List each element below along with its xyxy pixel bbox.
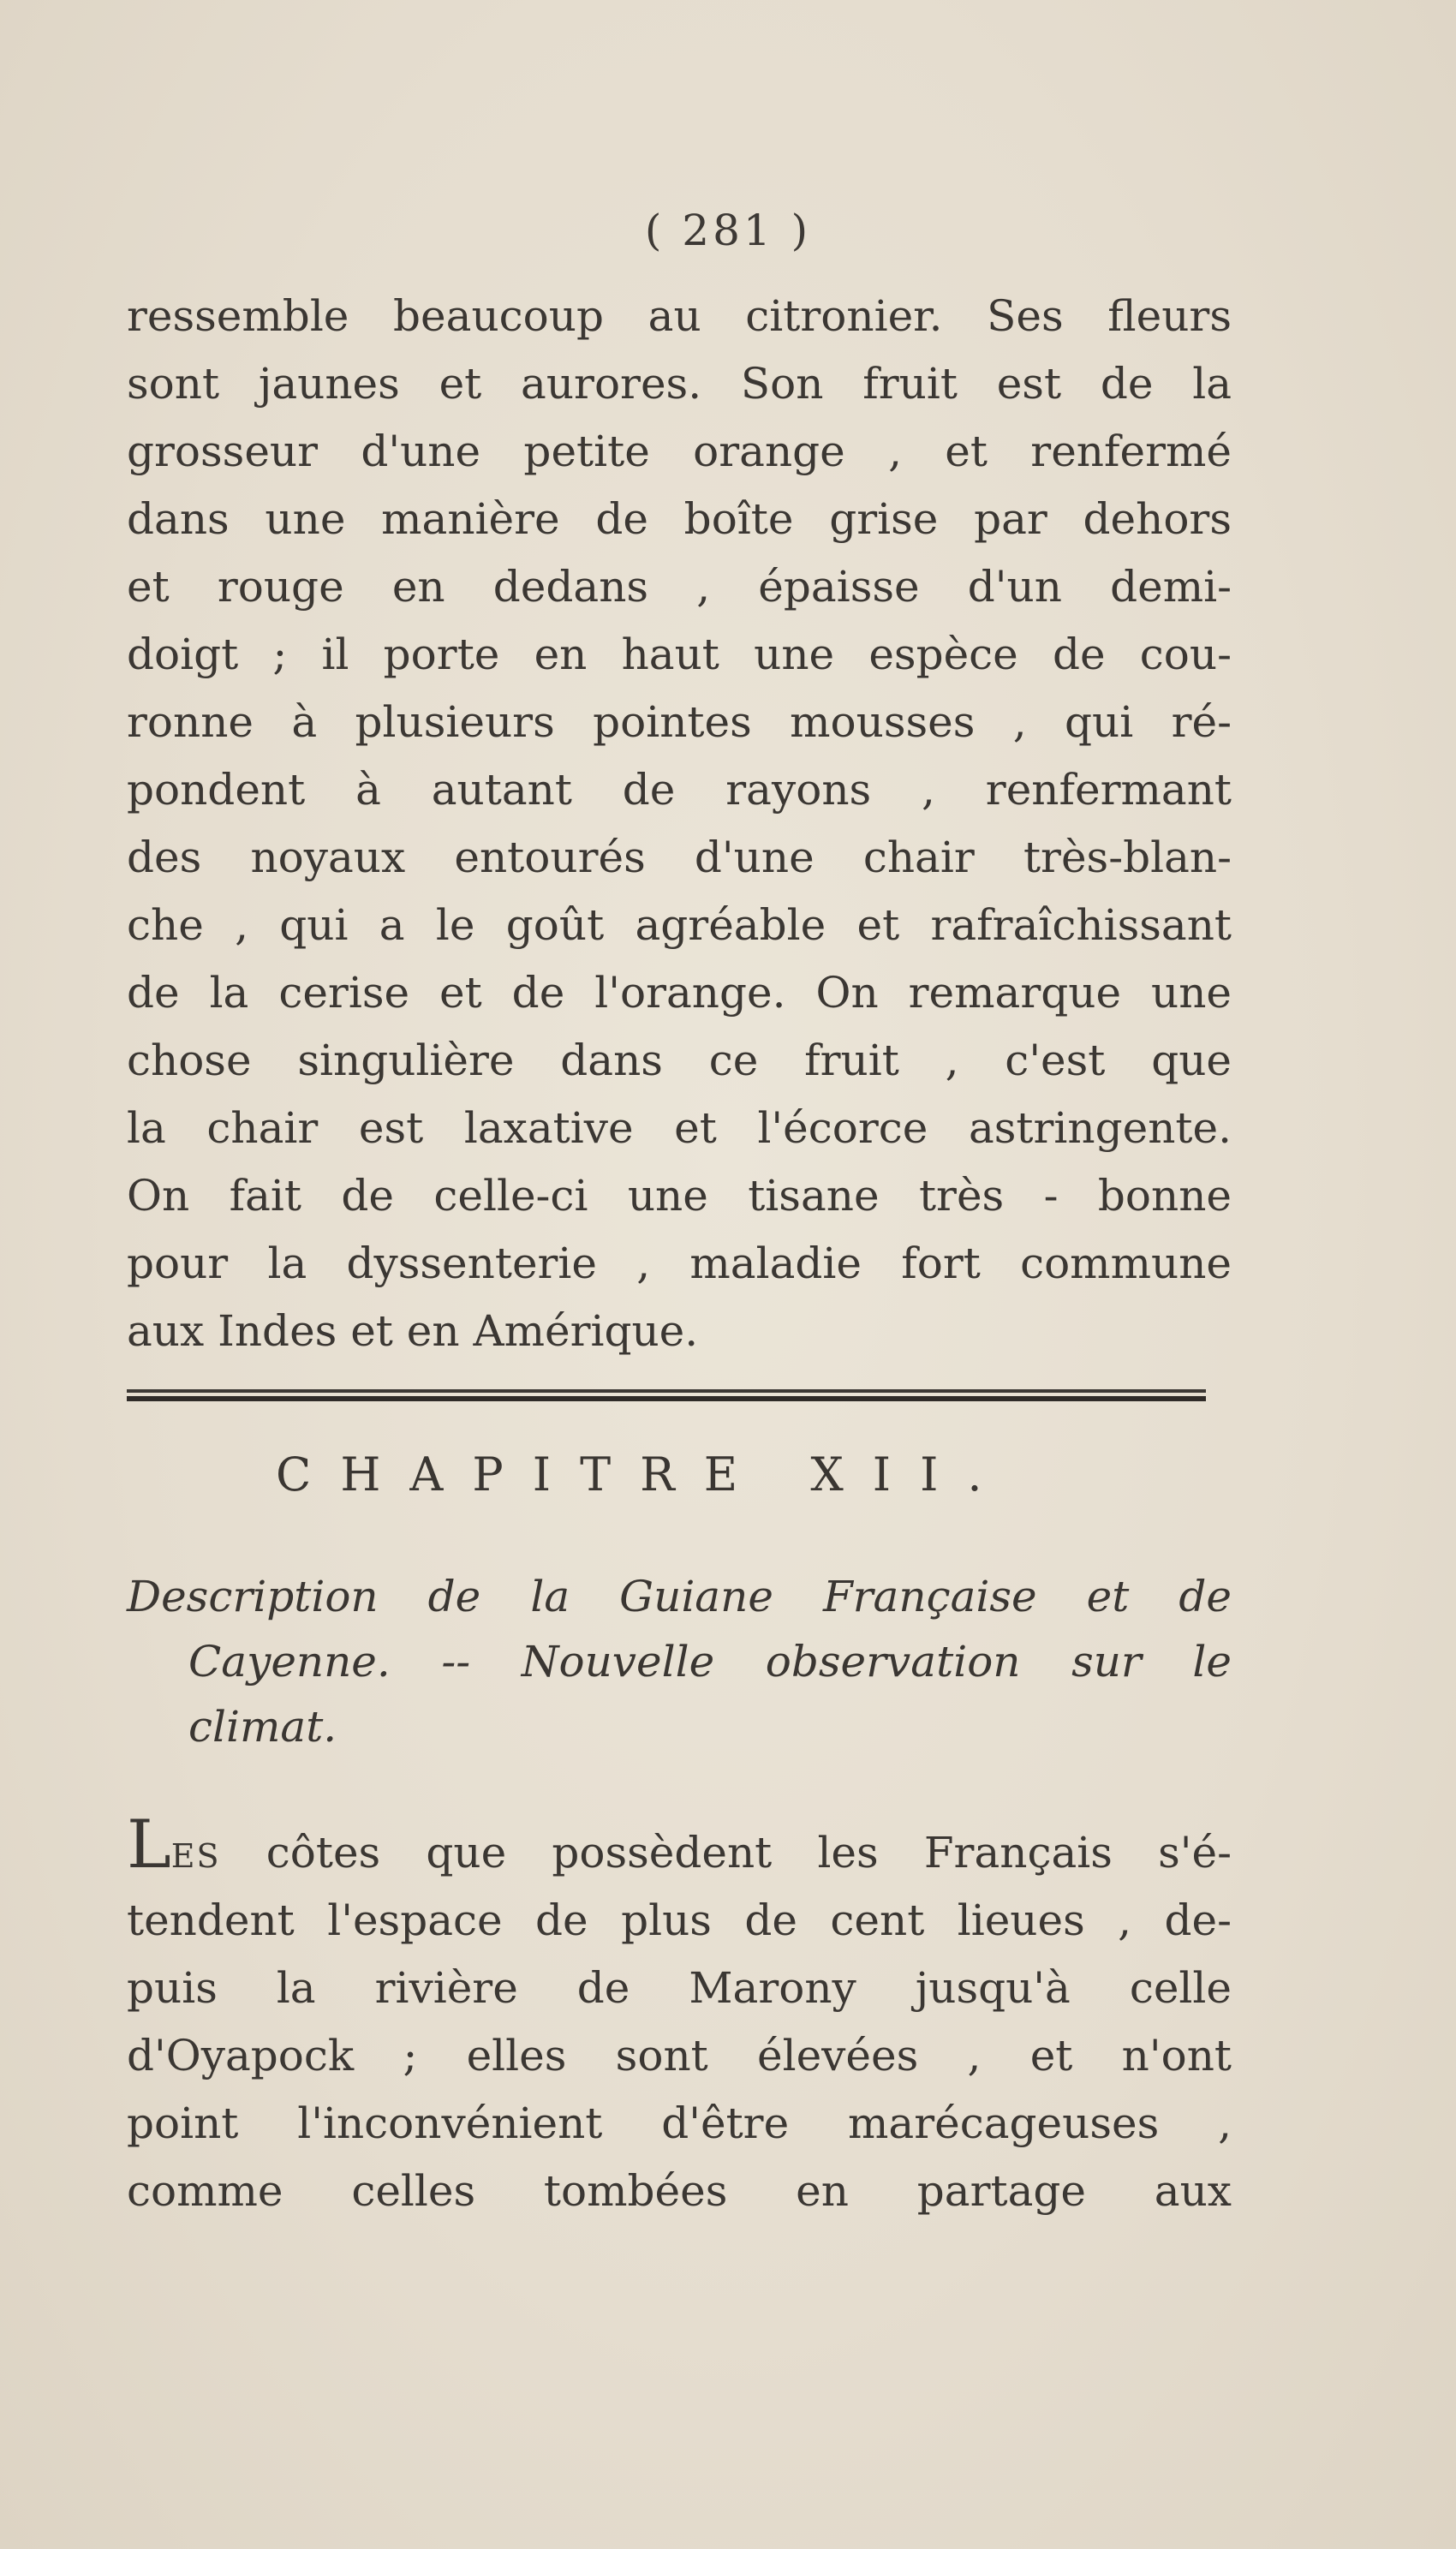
chapter-opening-paragraph (127, 1806, 1232, 2225)
divider-thick-line (127, 1396, 1206, 1401)
chapter-summary (127, 1564, 1232, 1759)
summary-line: Cayenne. -- Nouvelle observation sur le (188, 1637, 1232, 1686)
text-line: ronne à plusieurs pointes mousses , qui ré- (127, 697, 1232, 747)
chapter-heading: CHAPITRE XII. (276, 1448, 1011, 1501)
text-line: comme celles tombées en partage aux (127, 2166, 1232, 2216)
text-line: et rouge en dedans , épaisse d'un demi- (127, 562, 1232, 612)
paragraph-continued (127, 283, 1232, 1365)
text-line: aux Indes et en Amérique. (127, 1306, 699, 1356)
summary-line: climat. (188, 1702, 337, 1752)
divider-thin-line (127, 1389, 1206, 1393)
text-line: tendent l'espace de plus de cent lieues , de- (127, 1895, 1232, 1945)
small-caps-text: ES (170, 1837, 221, 1875)
text-line: pour la dyssenterie , maladie fort commune (127, 1239, 1232, 1288)
text-line: doigt ; il porte en haut une espèce de cou- (127, 630, 1232, 679)
text-line: chose singulière dans ce fruit , c'est que (127, 1036, 1232, 1085)
text-line: la chair est laxative et l'écorce astringente. (127, 1103, 1232, 1153)
page-number: ( 281 ) (644, 206, 812, 255)
text-line: de la cerise et de l'orange. On remarque une (127, 968, 1232, 1018)
summary-line: Description de la Guiane Française et de (127, 1572, 1232, 1621)
text-line: On fait de celle-ci une tisane très - bonne (127, 1171, 1232, 1221)
text-line: point l'inconvénient d'être marécageuses , (127, 2098, 1232, 2148)
text-line: che , qui a le goût agréable et rafraîchissant (127, 900, 1232, 950)
text-line: ressemble beaucoup au citronier. Ses fleurs (127, 291, 1232, 341)
text-line: d'Oyapock ; elles sont élevées , et n'ont (127, 2031, 1232, 2080)
text-line: grosseur d'une petite orange , et renfermé (127, 427, 1232, 476)
text-line: sont jaunes et aurores. Son fruit est de la (127, 359, 1232, 409)
text-line: dans une manière de boîte grise par dehors (127, 494, 1232, 544)
chapter-divider-rule (127, 1389, 1206, 1403)
text-line: pondent à autant de rayons , renfermant (127, 765, 1232, 815)
text-line: des noyaux entourés d'une chair très-blan- (127, 833, 1232, 882)
text-line: puis la rivière de Marony jusqu'à celle (127, 1963, 1232, 2013)
first-line-text: côtes que possèdent les Français s'é- (220, 1828, 1232, 1877)
text-line-first (127, 1806, 1232, 1887)
drop-capital: L (127, 1806, 171, 1883)
